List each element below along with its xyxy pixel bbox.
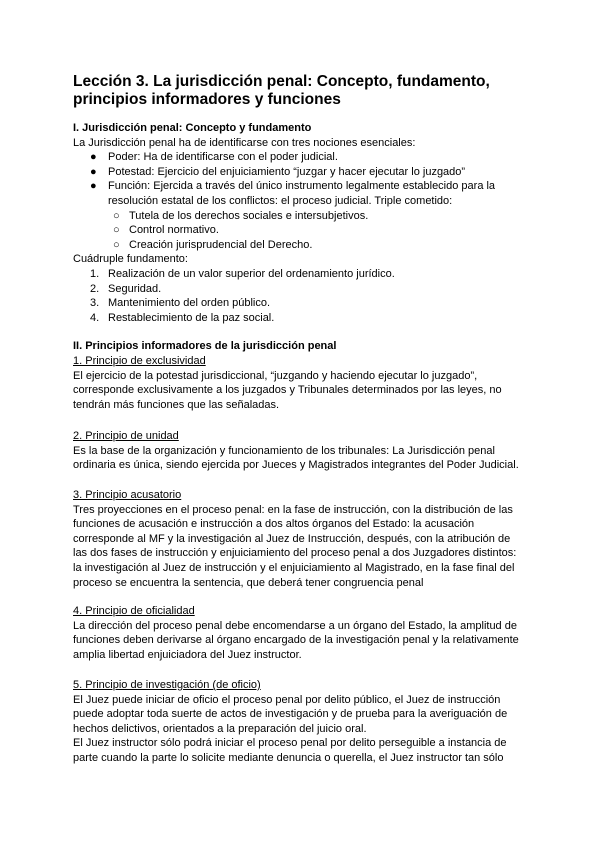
paragraph-line: corresponde exclusivamente a los juzgados y Tribunales determinados por las leyes, no bbox=[73, 384, 502, 397]
principle-3 bbox=[73, 488, 533, 590]
paragraph-line: El Juez puede iniciar de oficio el proceso penal por delito público, el Juez de instrucción bbox=[73, 693, 501, 706]
paragraph-line: puede adoptar toda suerte de actos de investigación y de prueba para la averiguación de bbox=[73, 708, 508, 721]
paragraph-line: El ejercicio de la potestad jurisdiccional, “juzgando y haciendo ejecutar lo juzgado”, bbox=[73, 369, 478, 382]
fundamento-label: Cuádruple fundamento: bbox=[73, 253, 188, 266]
principle-2 bbox=[73, 429, 533, 473]
paragraph-line: tendrán más funciones que las señaladas. bbox=[73, 398, 280, 411]
numbered-item: 3. Mantenimiento del orden público. bbox=[90, 297, 271, 310]
principle-4 bbox=[73, 604, 533, 662]
principle-5 bbox=[73, 678, 533, 766]
section-2-heading: II. Principios informadores de la jurisdicción penal bbox=[73, 340, 337, 352]
sub-list-item: ○ Creación jurisprudencial del Derecho. bbox=[113, 238, 313, 251]
paragraph-line: corresponde al MF y la investigación al Juez de Instrucción, después, con la atribución de bbox=[73, 532, 511, 545]
list-item: ● Función: Ejercida a través del único instrumento legalmente establecido para la bbox=[90, 180, 496, 193]
paragraph-line: La dirección del proceso penal debe encomendarse a un órgano del Estado, la amplitud de bbox=[73, 619, 517, 632]
principle-2-title: 2. Principio de unidad bbox=[73, 430, 179, 442]
section-2 bbox=[73, 339, 533, 354]
section-1-intro: La Jurisdicción penal ha de identificarse con tres nociones esenciales: bbox=[73, 136, 416, 149]
paragraph-line: Tres proyecciones en el proceso penal: en la fase de instrucción, con la distribución de las bbox=[73, 503, 513, 516]
paragraph-line: proceso se encuentra la sentencia, que deberá tener congruencia penal bbox=[73, 576, 424, 589]
principle-5-title: 5. Principio de investigación (de oficio) bbox=[73, 679, 261, 691]
principle-3-title: 3. Principio acusatorio bbox=[73, 489, 182, 501]
numbered-item: 4. Restablecimiento de la paz social. bbox=[90, 311, 275, 324]
paragraph-line: la investigación al Juez de instrucción y el enjuiciamiento al Magistrado, en la fase final del bbox=[73, 561, 515, 574]
list-item: ● Poder: Ha de identificarse con el poder judicial. bbox=[90, 151, 338, 164]
paragraph-line: amplia libertad enjuiciadora del Juez instructor. bbox=[73, 648, 302, 661]
section-1-heading: I. Jurisdicción penal: Concepto y fundamento bbox=[73, 122, 312, 134]
paragraph-line: Es la base de la organización y funcionamiento de los tribunales: La Jurisdicción penal bbox=[73, 444, 495, 457]
paragraph-line: funciones de acusación e instrucción a dos altos órganos del Estado: la acusación bbox=[73, 518, 475, 531]
bullet-icon: ● bbox=[90, 151, 97, 164]
paragraph-line: parte cuando la parte lo solicite mediante denuncia o querella, el Juez instructor tan sólo bbox=[73, 751, 504, 764]
principle-1-title: 1. Principio de exclusividad bbox=[73, 355, 206, 367]
principle-4-title: 4. Principio de oficialidad bbox=[73, 605, 195, 617]
numbered-item: 1. Realización de un valor superior del ordenamiento jurídico. bbox=[90, 267, 395, 280]
sub-list-item: ○ Tutela de los derechos sociales e intersubjetivos. bbox=[113, 209, 369, 222]
numbered-item: 2. Seguridad. bbox=[90, 282, 162, 295]
bullet-icon: ● bbox=[90, 165, 97, 178]
paragraph-line: ordinaria es única, siendo ejercida por Jueces y Magistrados integrantes del Poder Judicial. bbox=[73, 459, 519, 472]
circle-bullet-icon: ○ bbox=[113, 238, 120, 251]
section-1 bbox=[73, 121, 533, 325]
paragraph-line: hechos delictivos, orientados a la preparación del juicio oral. bbox=[73, 722, 367, 735]
list-item-continuation: resolución estatal de los conflictos: el proceso judicial. Triple cometido: bbox=[108, 194, 453, 207]
circle-bullet-icon: ○ bbox=[113, 209, 120, 222]
paragraph-line: funciones deben derivarse al órgano encargado de la investigación penal y la relativamente bbox=[73, 634, 519, 647]
principle-1 bbox=[73, 354, 533, 412]
paragraph-line: El Juez instructor sólo podrá iniciar el proceso penal por delito perseguible a instancia de bbox=[73, 737, 507, 750]
paragraph-line: las dos fases de instrucción y enjuiciamiento del proceso penal a dos Juzgadores distintos: bbox=[73, 547, 517, 560]
circle-bullet-icon: ○ bbox=[113, 224, 120, 237]
list-item: ● Potestad: Ejercicio del enjuiciamiento “juzgar y hacer ejecutar lo juzgado” bbox=[90, 165, 466, 178]
page-title: Lección 3. La jurisdicción penal: Concepto, fundamento, principios informadores y funciones bbox=[73, 73, 490, 108]
bullet-icon: ● bbox=[90, 180, 97, 193]
sub-list-item: ○ Control normativo. bbox=[113, 224, 219, 237]
